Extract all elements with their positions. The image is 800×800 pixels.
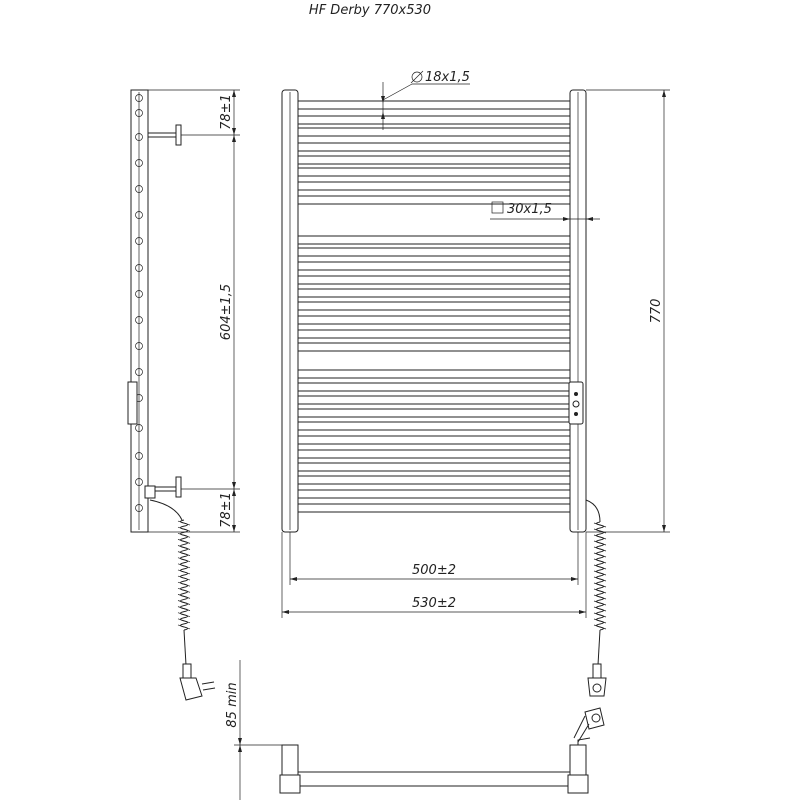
rung-tube (298, 476, 570, 484)
side-dimensions (148, 90, 240, 532)
dim-top-mount: 78±1 (219, 94, 234, 130)
rung-tube (298, 289, 570, 297)
rung-tube (298, 409, 570, 417)
dim-floor-clearance: 85 min (225, 682, 240, 728)
wall-bracket-top (148, 125, 181, 145)
rung-tube (298, 422, 570, 430)
dim-bottom-mount: 78±1 (219, 492, 234, 528)
rung-tube (298, 490, 570, 498)
rung-tube (298, 236, 570, 244)
wall-socket (574, 708, 604, 742)
side-control-unit (128, 382, 137, 424)
front-view (282, 90, 606, 742)
rung-tube (298, 116, 570, 124)
dim-rail-square: 30x1,5 (507, 202, 552, 217)
rung-tube (298, 343, 570, 351)
rung-tube (298, 463, 570, 471)
rung-tube (298, 396, 570, 404)
rung-tube (298, 101, 570, 109)
rung-tube (298, 182, 570, 190)
dim-total-height: 770 (649, 298, 664, 324)
front-plug (588, 664, 606, 696)
coiled-cable-front (594, 522, 606, 630)
rung-tube (298, 248, 570, 256)
rung-tube (298, 168, 570, 176)
rung-tube (298, 504, 570, 512)
top-view (280, 738, 590, 793)
rung-tube (298, 262, 570, 270)
rung-tube (298, 383, 570, 391)
power-plug-icon (180, 664, 215, 700)
rung-tube (298, 436, 570, 444)
dim-outer-width: 530±2 (412, 596, 456, 611)
coiled-cable-side (178, 520, 190, 630)
rung-tube (298, 330, 570, 338)
rung-tube (298, 143, 570, 151)
wall-bracket-bottom (145, 477, 181, 498)
drawing-title: HF Derby 770x530 (308, 3, 432, 18)
horizontal-tubes (298, 101, 570, 512)
rung-tube (298, 302, 570, 310)
rung-tube (298, 370, 570, 378)
rung-tube (298, 128, 570, 136)
side-view (128, 90, 215, 700)
side-rail (131, 90, 148, 532)
control-unit-icon (569, 382, 583, 424)
dim-mount-spacing: 604±1,5 (219, 283, 234, 341)
rung-tube (298, 316, 570, 324)
rung-tube (298, 450, 570, 458)
rung-tube (298, 276, 570, 284)
dim-inner-width: 500±2 (412, 563, 456, 578)
rung-tube (298, 156, 570, 164)
dim-tube-diameter: 18x1,5 (425, 70, 470, 85)
